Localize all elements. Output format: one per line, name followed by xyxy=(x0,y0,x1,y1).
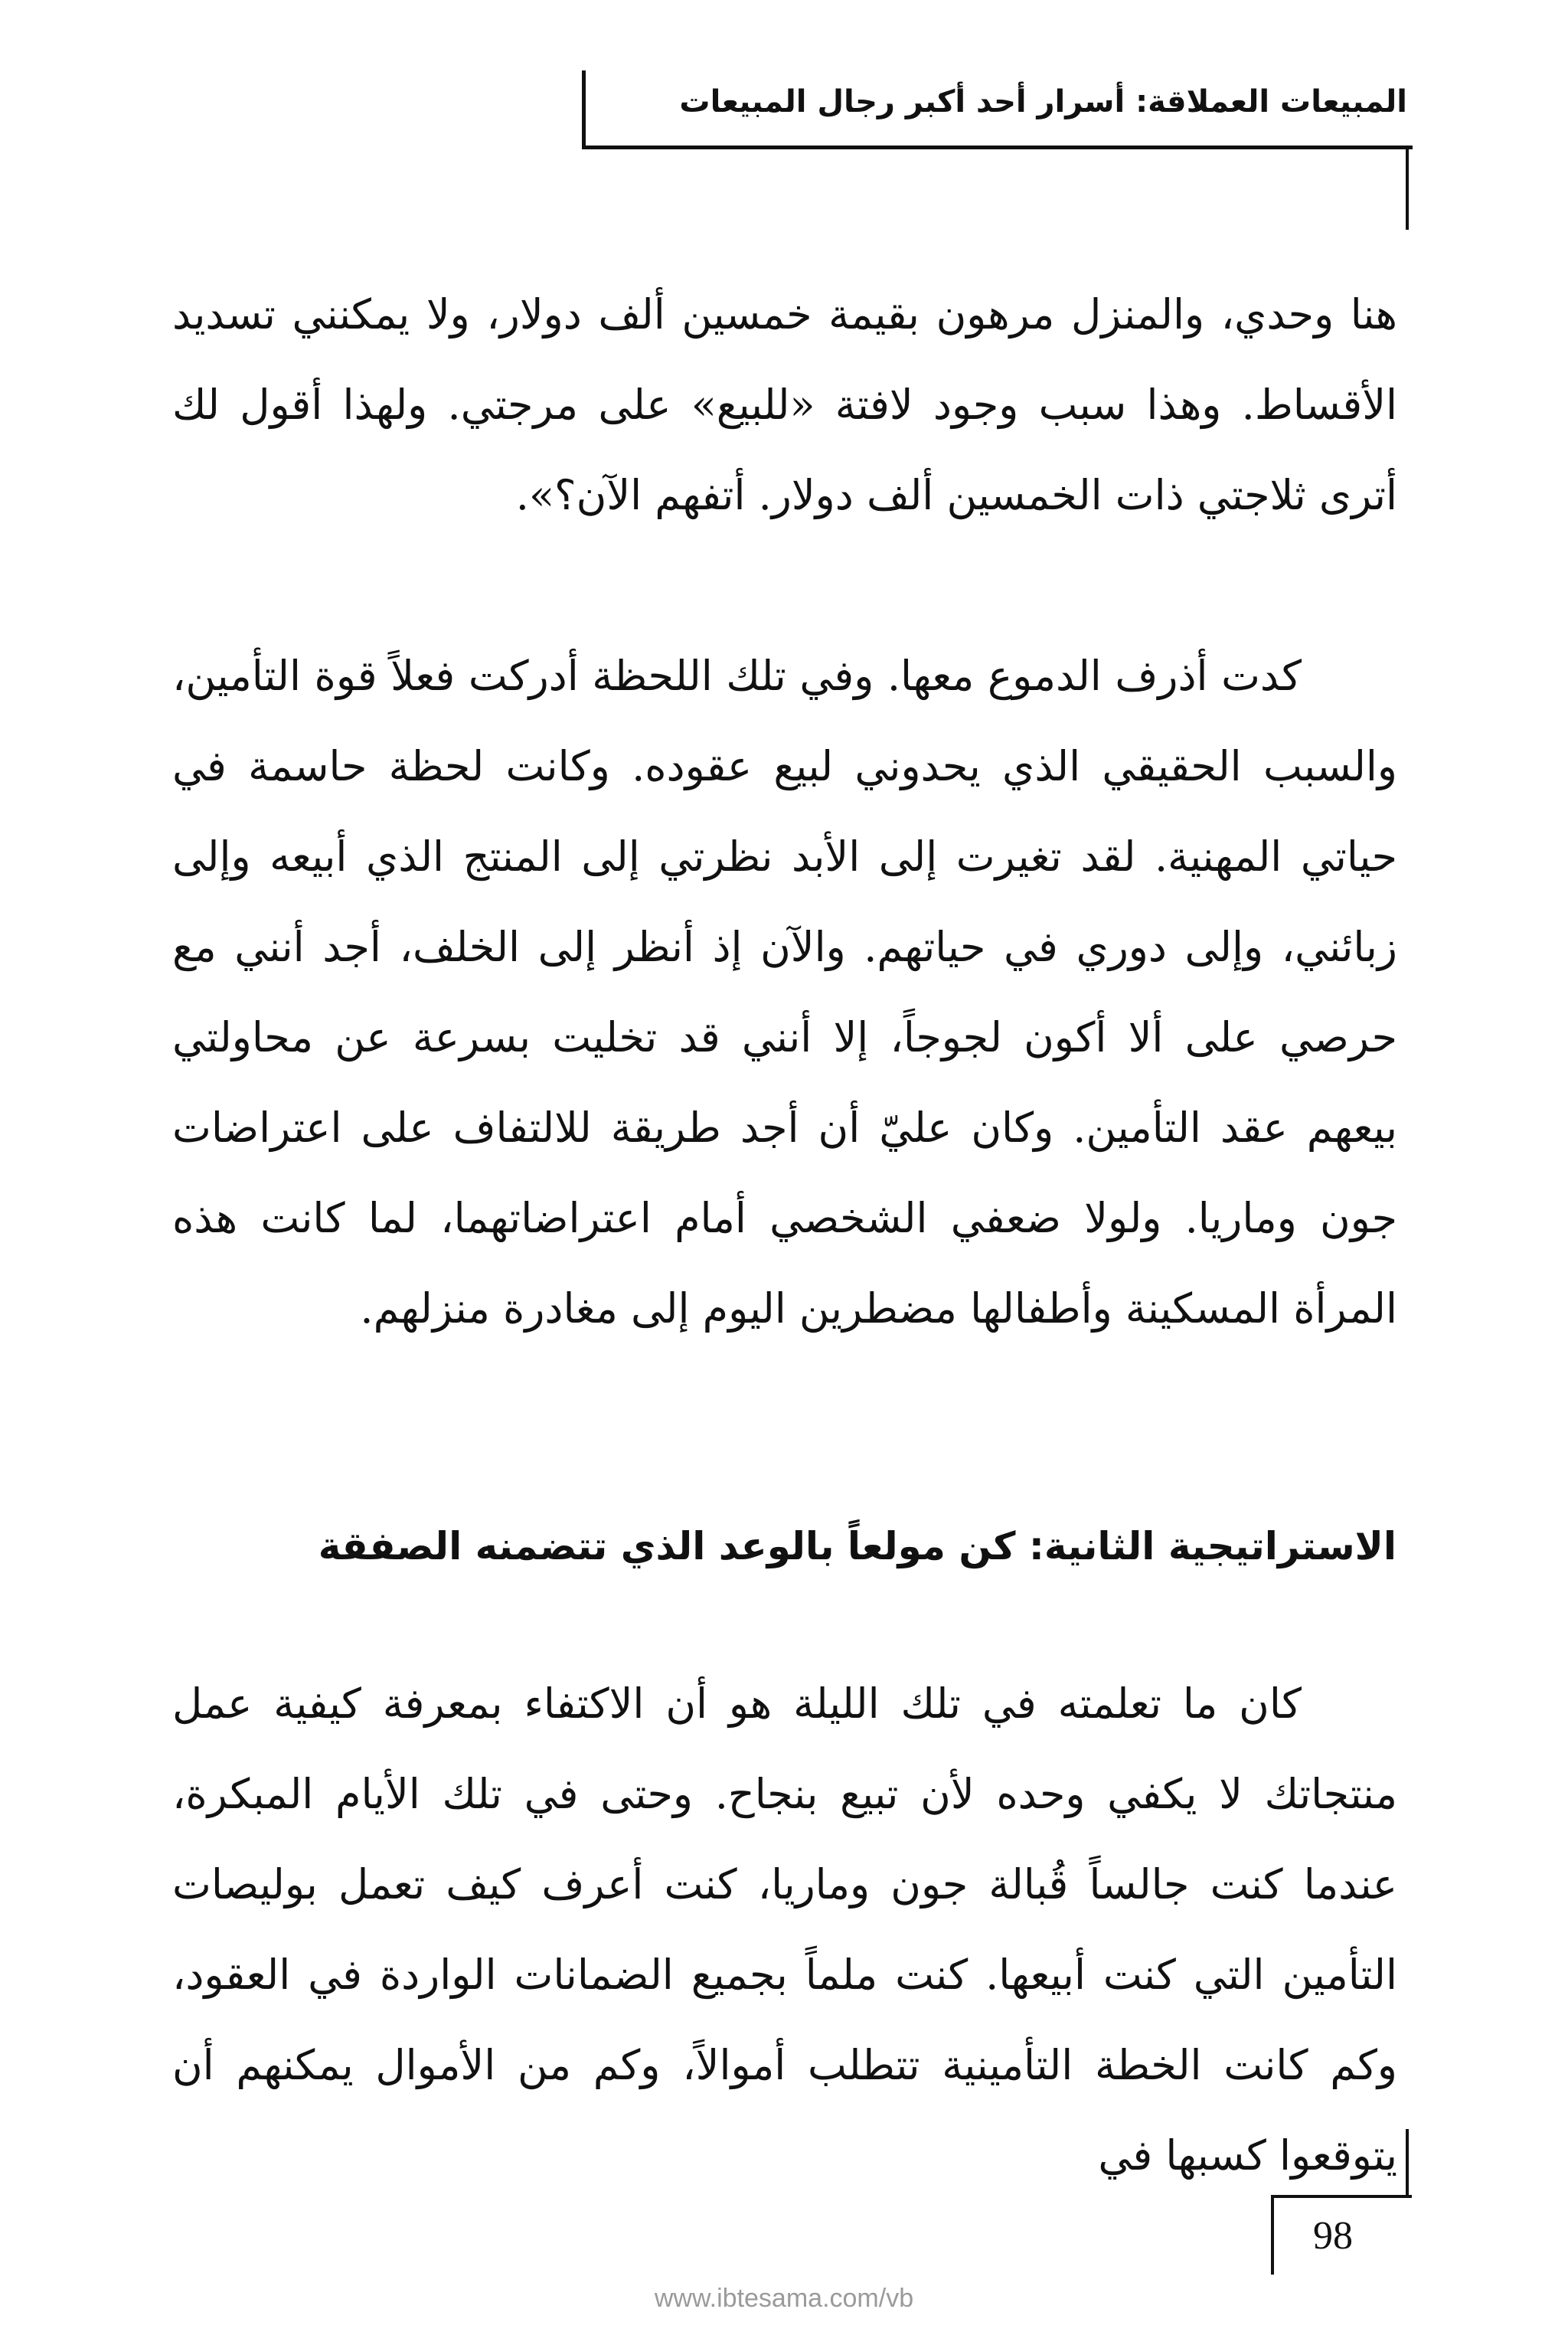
text-block-middle xyxy=(172,631,1397,1354)
section-heading: الاستراتيجية الثانية: كن مولعاً بالوعد الذي تتضمنه الصفقة xyxy=(318,1524,1396,1568)
footer-rule xyxy=(1406,2129,1409,2198)
text-block-bottom xyxy=(172,1659,1397,2201)
header-rule xyxy=(1406,146,1409,230)
paragraph-1: هنا وحدي، والمنزل مرهون بقيمة خمسين ألف دولار، ولا يمكنني تسديد الأقساط. وهذا سبب وجود لافتة «للبيع» على مرجتي. ولهذا أقول لك أترى ثلاجتي ذات الخمسين ألف دولار. أتفهم الآن؟». xyxy=(172,290,1397,519)
text-block-top xyxy=(172,270,1397,541)
page-number: 98 xyxy=(1313,2214,1353,2258)
running-head: المبيعات العملاقة: أسرار أحد أكبر رجال المبيعات xyxy=(679,84,1407,119)
paragraph-2: كدت أذرف الدموع معها. وفي تلك اللحظة أدركت فعلاً قوة التأمين، والسبب الحقيقي الذي يحدوني لبيع عقوده. وكانت لحظة حاسمة في حياتي المهنية. لقد تغيرت إلى الأبد نظرتي إلى المنتج الذي أبيعه وإلى زبائني، وإلى دوري في حياتهم. والآن إذ أنظر إلى الخلف، أجد أنني مع حرصي على ألا أكون لجوجاً، إلا أنني قد تخليت بسرعة عن محاولتي بيعهم عقد التأمين. وكان عليّ أن أجد طريقة للالتفاف على اعتراضات جون وماريا. ولولا ضعفي الشخصي أمام اعتراضاتهما، لما كانت هذه المرأة المسكينة وأطفالها مضطرين اليوم إلى مغادرة منزلهم. xyxy=(172,652,1397,1333)
watermark: www.ibtesama.com/vb xyxy=(654,2284,914,2313)
paragraph-3: كان ما تعلمته في تلك الليلة هو أن الاكتفاء بمعرفة كيفية عمل منتجاتك لا يكفي وحده لأن تبيع بنجاح. وحتى في تلك الأيام المبكرة، عندما كنت جالساً قُبالة جون وماريا، كنت أعرف كيف تعمل بوليصات التأمين التي كنت أبيعها. كنت ملماً بجميع الضمانات الواردة في العقود، وكم كانت الخطة التأمينية تتطلب أموالاً، وكم من الأموال يمكنهم أن يتوقعوا كسبها في xyxy=(172,1679,1397,2180)
